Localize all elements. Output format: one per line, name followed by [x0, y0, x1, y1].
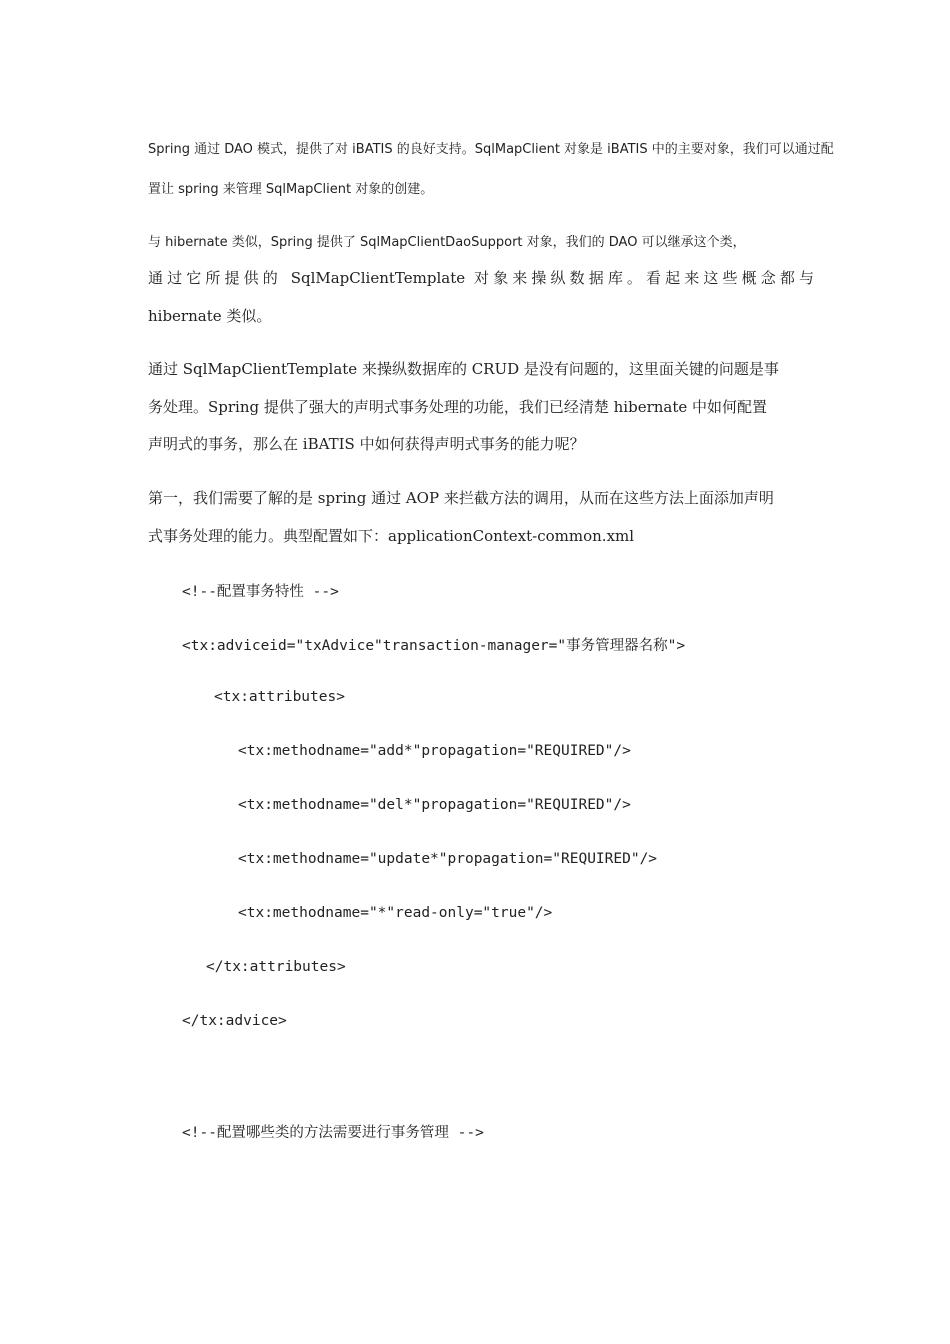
paragraph-2-line-1: 与 hibernate 类似，Spring 提供了 SqlMapClientDaoSupport 对象，我们的 DAO 可以继承这个类，: [148, 235, 746, 250]
code-tx-method-add: <tx:methodname="add*"propagation="REQUIRED"/>: [238, 743, 631, 759]
paragraph-4-line-1: 第一，我们需要了解的是 spring 通过 AOP 来拦截方法的调用，从而在这些方法上面添加声明: [148, 489, 774, 507]
code-comment-transaction-attributes: <!--配置事务特性 -->: [182, 584, 339, 600]
code-tx-advice-close: </tx:advice>: [182, 1013, 287, 1029]
code-tx-attributes-close: </tx:attributes>: [206, 959, 346, 975]
paragraph-2-line-2: 通过它所提供的 SqlMapClientTemplate 对象来操纵数据库。看起来这些概念都与: [148, 269, 814, 287]
paragraph-4-line-2: 式事务处理的能力。典型配置如下：applicationContext-common.xml: [148, 527, 635, 545]
paragraph-1-line-1: Spring 通过 DAO 模式，提供了对 iBATIS 的良好支持。SqlMapClient 对象是 iBATIS 中的主要对象，我们可以通过配: [148, 142, 834, 157]
code-tx-method-readonly: <tx:methodname="*"read-only="true"/>: [238, 905, 553, 921]
code-tx-method-del: <tx:methodname="del*"propagation="REQUIRED"/>: [238, 797, 631, 813]
code-tx-advice-open: <tx:adviceid="txAdvice"transaction-manager="事务管理器名称">: [182, 638, 686, 654]
paragraph-3-line-1: 通过 SqlMapClientTemplate 来操纵数据库的 CRUD 是没有问题的，这里面关键的问题是事: [148, 360, 779, 378]
code-comment-aop-config: <!--配置哪些类的方法需要进行事务管理 -->: [182, 1125, 484, 1141]
paragraph-3-line-3: 声明式的事务，那么在 iBATIS 中如何获得声明式事务的能力呢？: [148, 435, 585, 453]
paragraph-3-line-2: 务处理。Spring 提供了强大的声明式事务处理的功能，我们已经清楚 hibernate 中如何配置: [148, 398, 768, 416]
code-tx-attributes-open: <tx:attributes>: [214, 689, 345, 705]
paragraph-1-line-2: 置让 spring 来管理 SqlMapClient 对象的创建。: [148, 182, 434, 197]
code-tx-method-update: <tx:methodname="update*"propagation="REQUIRED"/>: [238, 851, 658, 867]
paragraph-2-line-3: hibernate 类似。: [148, 307, 272, 325]
